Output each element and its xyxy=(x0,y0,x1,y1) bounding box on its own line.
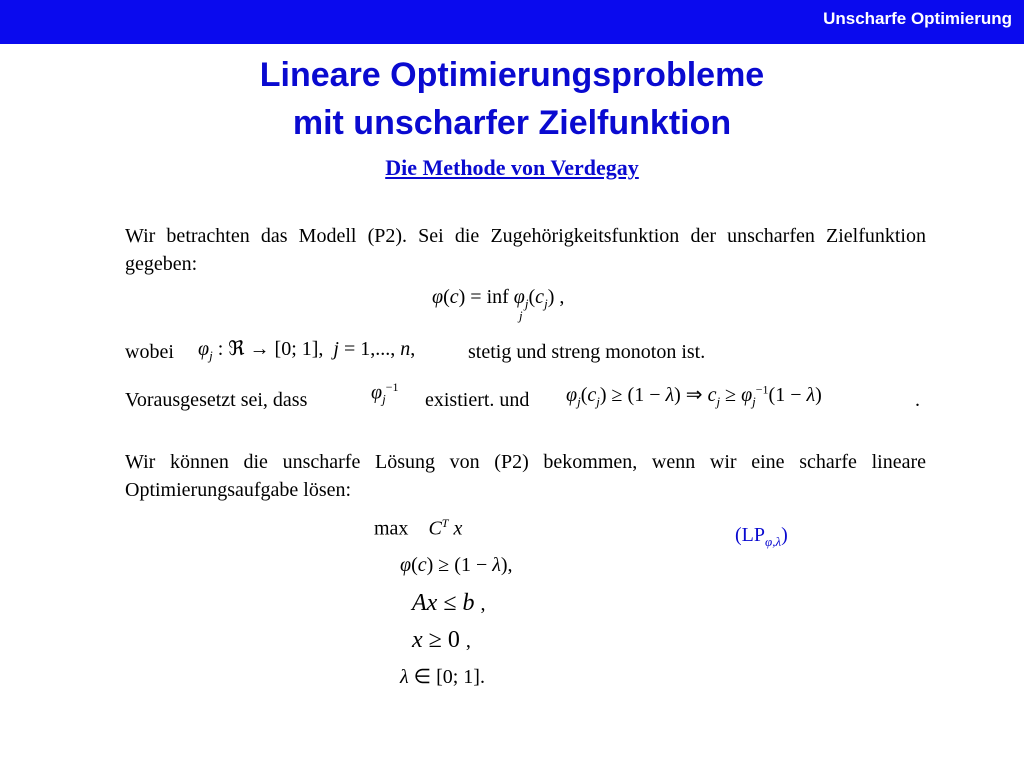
slide-title-line-2: mit unscharfer Zielfunktion xyxy=(292,104,732,142)
paragraph-lp: Wir können die unscharfe Lösung von (P2) bekommen, wenn wir eine scharfe lineare Optimierungsaufgabe lösen: xyxy=(125,451,926,501)
formula-implication: $\varphi_j(c_j) \ge (1 - \lambda)$ ⇒ $c_j \ge \varphi_j^{-1}(1 - \lambda)$ xyxy=(566,382,822,409)
slide-subtitle: Die Methode von Verdegay xyxy=(385,155,639,180)
formula-phi-inverse: $\varphi_j^{-1}$ xyxy=(371,380,399,407)
paragraph-intro: Wir betrachten das Modell (P2). Sei die Zugehörigkeitsfunktion der unscharfen Zielfunktion gegeben: xyxy=(125,225,926,275)
lp-constraint-ax: Ax ≤ b , xyxy=(412,590,486,616)
formula-inf-index: j xyxy=(519,308,523,323)
text-period: . xyxy=(915,389,920,411)
header-bar xyxy=(0,0,1024,44)
lp-label: $(LP_{\varphi,\lambda})$ xyxy=(735,524,788,549)
text-monoton: stetig und streng monoton ist. xyxy=(468,341,706,363)
formula-phi-mapping: $\varphi_j$ : ℜ → [0; 1], j = 1,..., n, xyxy=(198,338,416,363)
lp-constraint-phi: φ(c) ≥ (1 − λ), xyxy=(400,554,513,576)
lp-constraint-nonneg: x ≥ 0 , xyxy=(412,627,471,653)
text-wobei: wobei xyxy=(125,341,174,363)
section-title: Unscharfe Optimierung xyxy=(823,9,1012,28)
text-existiert: existiert. und xyxy=(425,389,530,411)
formula-membership: φ(c) = inf $\varphi_j(c_j)$ , xyxy=(432,286,565,311)
lp-objective: max $C^T$ x xyxy=(374,516,463,540)
lp-constraint-lambda: λ ∈ [0; 1]. xyxy=(400,666,485,688)
slide-title-line-1: Lineare Optimierungsprobleme xyxy=(259,56,765,94)
text-vorausgesetzt: Vorausgesetzt sei, dass xyxy=(125,389,308,411)
